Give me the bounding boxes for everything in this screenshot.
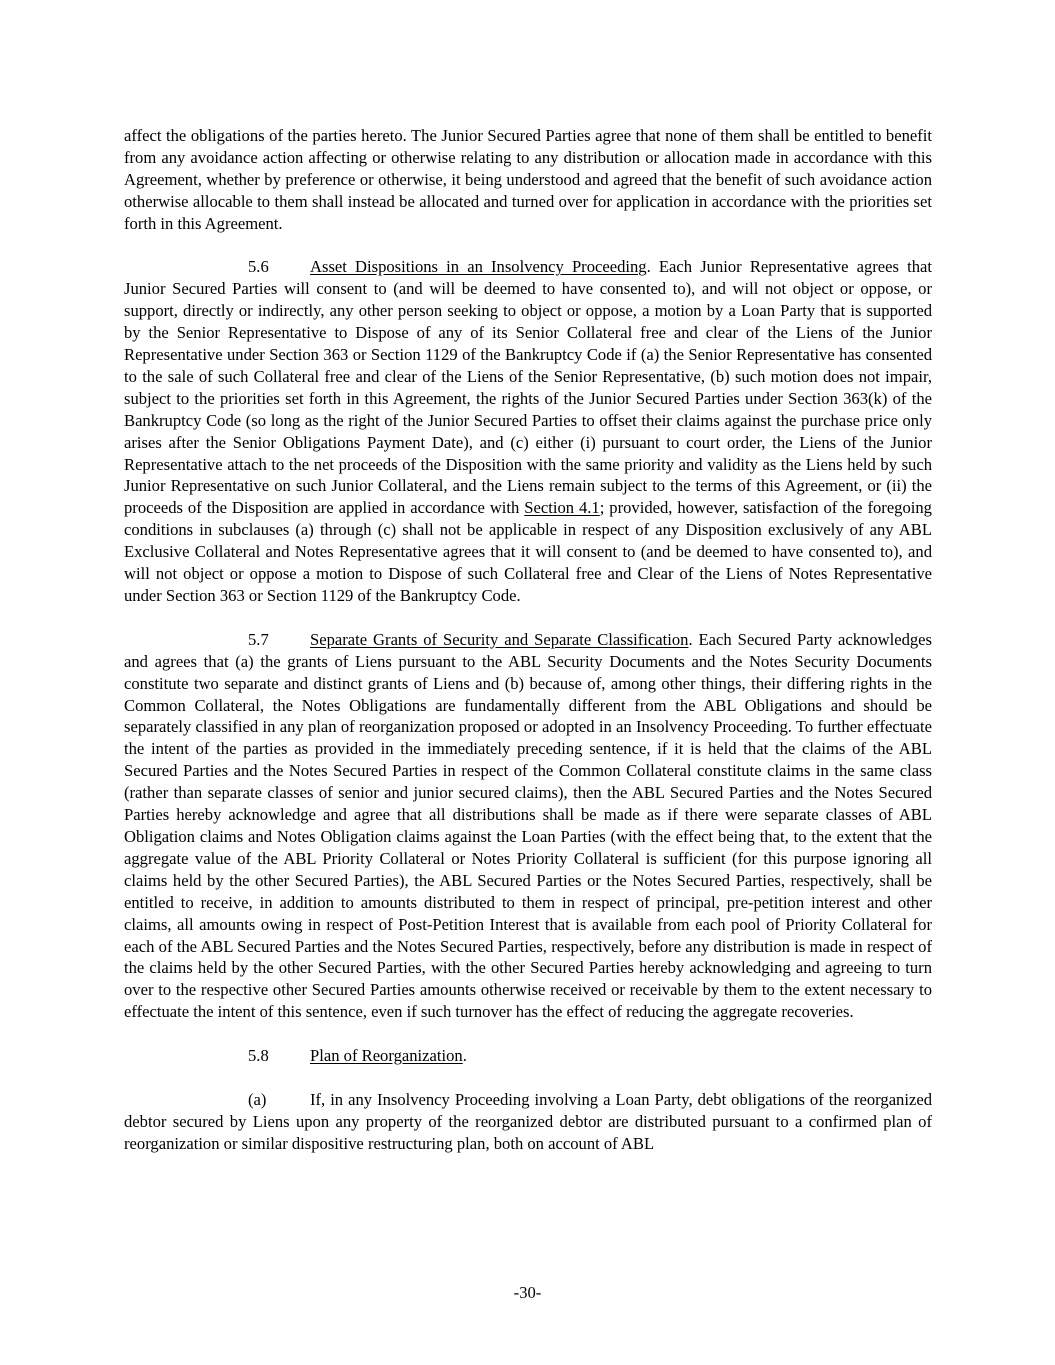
section-5-8-a-paragraph [124, 1089, 932, 1155]
continuation-text: affect the obligations of the parties hereto. The Junior Secured Parties agree that none of them shall be entitled to benefit from any avoidance action affecting or otherwise relating to any distribution or allocation made in accordance with this Agreement, whether by preference or otherwise, it being understood and agreed that the benefit of such avoidance action otherwise allocable to them shall instead be allocated and turned over for application in accordance with the priorities set forth in this Agreement. [124, 126, 932, 233]
section-5-8-number: 5.8 [248, 1046, 269, 1066]
section-5-8-a-label: (a) [248, 1089, 267, 1109]
page-number: -30- [513, 1283, 542, 1302]
section-4-1-reference: Section 4.1 [524, 498, 600, 518]
section-5-7-paragraph [124, 629, 932, 1023]
section-5-6-heading: Asset Dispositions in an Insolvency Proceeding [310, 257, 647, 277]
section-5-8-paragraph [124, 1045, 932, 1067]
section-5-6-text-a: . Each Junior Representative agrees that Junior Secured Parties will consent to (and will be deemed to have consented to), and will not object or oppose, or support, directly or indirectly, any other person seeking to object or oppose, a motion by a Loan Party that is supported by the Senior Representative to Dispose of any of its Senior Collateral free and clear of the Liens of the Junior Representative under Section 363 or Section 1129 of the Bankruptcy Code if (a) the Senior Representative has consented to the sale of such Collateral free and clear of the Liens of the Senior Representative, (b) such motion does not impair, subject to the priorities set forth in this Agreement, the rights of the Junior Secured Parties under Section 363(k) of the Bankruptcy Code (so long as the right of the Junior Secured Parties to offset their claims against the purchase price only arises after the Senior Obligations Payment Date), and (c) either (i) pursuant to court order, the Liens of the Junior Representative attach to the net proceeds of the Disposition with the same priority and validity as the Liens held by such Junior Representative on such Junior Collateral, and the Liens remain subject to the terms of this Agreement, or (ii) the proceeds of the Disposition are applied in accordance with [124, 257, 932, 518]
section-5-6-paragraph [124, 256, 932, 607]
section-5-7-text: . Each Secured Party acknowledges and agrees that (a) the grants of Liens pursuant to the ABL Security Documents and the Notes Security Documents constitute two separate and distinct grants of Liens and (b) because of, among other things, their differing rights in the Common Collateral, the Notes Obligations are fundamentally different from the ABL Obligations and should be separately classified in any plan of reorganization proposed or adopted in an Insolvency Proceeding. To further effectuate the intent of the parties as provided in the immediately preceding sentence, if it is held that the claims of the ABL Secured Parties and the Notes Secured Parties in respect of the Common Collateral constitute claims in the same class (rather than separate classes of senior and junior secured claims), then the ABL Secured Parties and the Notes Secured Parties hereby acknowledge and agree that all distributions shall be made as if there were separate classes of ABL Obligation claims and Notes Obligation claims against the Loan Parties (with the effect being that, to the extent that the aggregate value of the ABL Priority Collateral or Notes Priority Collateral is sufficient (for this purpose ignoring all claims held by the other Secured Parties), the ABL Secured Parties or the Notes Secured Parties, respectively, shall be entitled to receive, in addition to amounts distributed to them in respect of principal, pre-petition interest and other claims, all amounts owing in respect of Post-Petition Interest that is available from each pool of Priority Collateral for each of the ABL Secured Parties and the Notes Secured Parties, respectively, before any distribution is made in respect of the claims held by the other Secured Parties, with the other Secured Parties hereby acknowledging and agreeing to turn over to the respective other Secured Parties amounts otherwise received or receivable by them to the extent necessary to effectuate the intent of this sentence, even if such turnover has the effect of reducing the aggregate recoveries. [124, 629, 932, 1022]
section-5-7-heading: Separate Grants of Security and Separate Classification [310, 629, 689, 649]
continuation-paragraph [124, 125, 932, 235]
section-5-8-heading: Plan of Reorganization [310, 1046, 463, 1066]
section-5-6-number: 5.6 [248, 257, 269, 277]
section-5-8-a-text: If, in any Insolvency Proceeding involving a Loan Party, debt obligations of the reorganized debtor secured by Liens upon any property of the reorganized debtor are distributed pursuant to a confirmed plan of reorganization or similar dispositive restructuring plan, both on account of ABL [124, 1089, 932, 1153]
section-5-8-period: . [462, 1046, 467, 1066]
section-5-7-number: 5.7 [248, 629, 269, 649]
section-5-6-text-b: ; provided, however, satisfaction of the foregoing conditions in subclauses (a) through (c) shall not be applicable in respect of any Disposition exclusively of any ABL Exclusive Collateral and Notes Representative agrees that it will consent to (and be deemed to have consented to), and will not object or oppose a motion to Dispose of such Collateral free and Clear of the Liens of Notes Representative under Section 363 or Section 1129 of the Bankruptcy Code. [124, 498, 932, 606]
document-page [124, 125, 932, 1155]
